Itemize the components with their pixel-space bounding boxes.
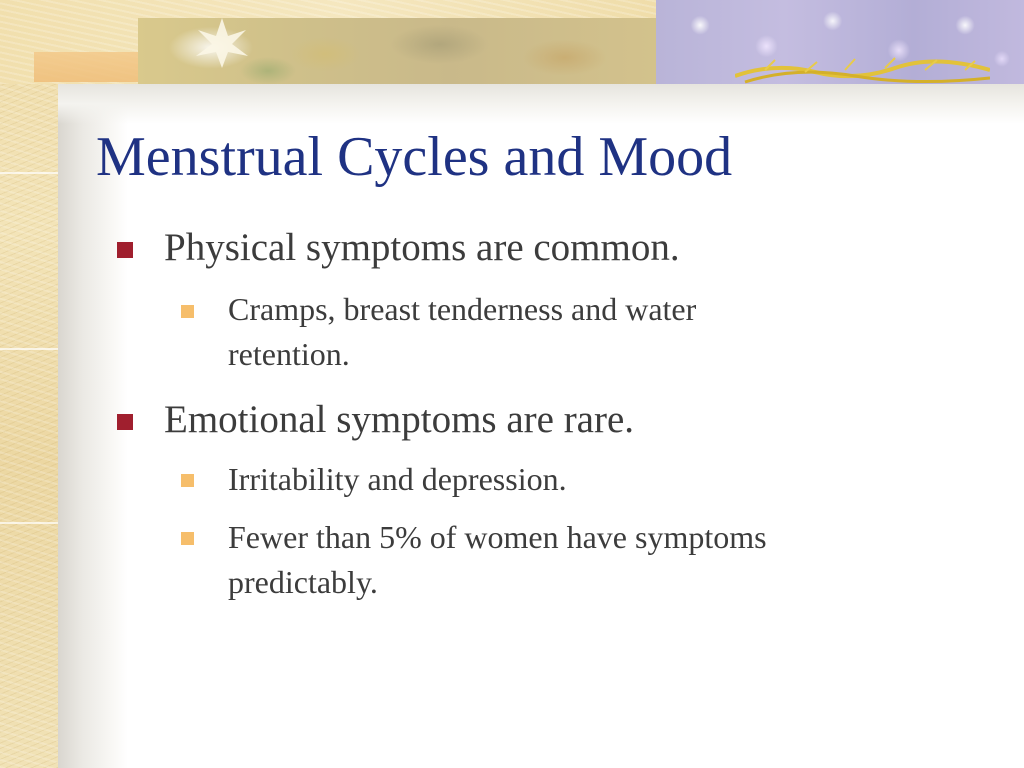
- sub-bullet-item: Cramps, breast tenderness and water retention.: [228, 291, 697, 372]
- bullet-item: Emotional symptoms are rare.: [164, 398, 635, 441]
- slide-title: Menstrual Cycles and Mood: [96, 126, 733, 188]
- sub-bullet-marker: [181, 532, 194, 545]
- sub-bullet-marker: [181, 474, 194, 487]
- sub-bullet-marker: [181, 305, 194, 318]
- sub-bullet-item: Fewer than 5% of women have symptoms predictably.: [228, 519, 767, 600]
- bullet-marker: [117, 414, 133, 430]
- sub-bullet-item: Irritability and depression.: [228, 461, 567, 497]
- bullet-marker: [117, 242, 133, 258]
- bullet-item: Physical symptoms are common.: [164, 226, 680, 269]
